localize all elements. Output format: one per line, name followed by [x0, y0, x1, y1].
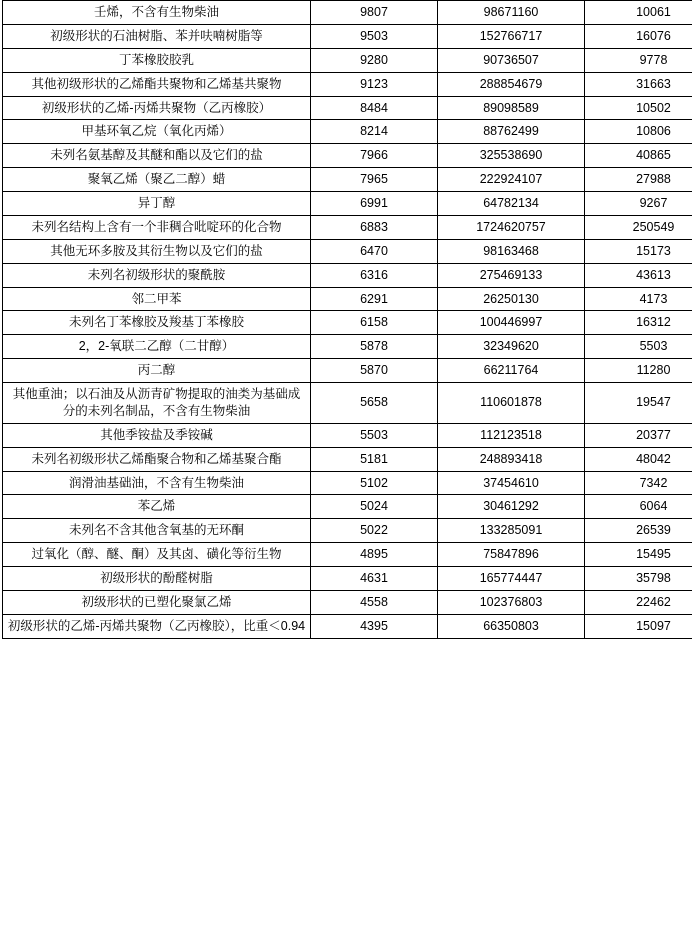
cell-tax: 26539 [585, 519, 692, 543]
table-row [3, 263, 692, 287]
cell-commodity-name: 未列名初级形状的聚酰胺 [3, 263, 311, 287]
commodity-data-table [2, 0, 692, 639]
cell-tax: 43613 [585, 263, 692, 287]
cell-commodity-name: 其他重油；以石油及从沥青矿物提取的油类为基础成分的未列名制品，不含有生物柴油 [3, 383, 311, 424]
table-row [3, 72, 692, 96]
cell-quantity: 5658 [311, 383, 438, 424]
cell-tax: 15173 [585, 239, 692, 263]
cell-tax: 15097 [585, 614, 692, 638]
cell-quantity: 8484 [311, 96, 438, 120]
cell-amount: 288854679 [438, 72, 585, 96]
table-row [3, 519, 692, 543]
cell-commodity-name: 甲基环氧乙烷（氧化丙烯） [3, 120, 311, 144]
cell-tax: 22462 [585, 590, 692, 614]
cell-quantity: 9123 [311, 72, 438, 96]
cell-amount: 112123518 [438, 423, 585, 447]
table-row [3, 144, 692, 168]
cell-quantity: 5022 [311, 519, 438, 543]
table-row [3, 287, 692, 311]
table-row [3, 96, 692, 120]
cell-tax: 31663 [585, 72, 692, 96]
cell-quantity: 9807 [311, 1, 438, 25]
table-row [3, 495, 692, 519]
cell-amount: 100446997 [438, 311, 585, 335]
cell-quantity: 6470 [311, 239, 438, 263]
table-row [3, 471, 692, 495]
table-row [3, 48, 692, 72]
table-row [3, 590, 692, 614]
cell-quantity: 5024 [311, 495, 438, 519]
cell-tax: 5503 [585, 335, 692, 359]
cell-amount: 152766717 [438, 24, 585, 48]
table-row [3, 192, 692, 216]
cell-tax: 15495 [585, 543, 692, 567]
cell-tax: 6064 [585, 495, 692, 519]
cell-quantity: 5102 [311, 471, 438, 495]
table-body [3, 1, 692, 639]
cell-quantity: 5503 [311, 423, 438, 447]
cell-tax: 27988 [585, 168, 692, 192]
table-row [3, 311, 692, 335]
cell-amount: 222924107 [438, 168, 585, 192]
cell-amount: 88762499 [438, 120, 585, 144]
cell-tax: 9267 [585, 192, 692, 216]
cell-amount: 98163468 [438, 239, 585, 263]
table-row [3, 447, 692, 471]
table-row [3, 120, 692, 144]
cell-amount: 37454610 [438, 471, 585, 495]
cell-commodity-name: 未列名氨基醇及其醚和酯以及它们的盐 [3, 144, 311, 168]
cell-amount: 75847896 [438, 543, 585, 567]
cell-commodity-name: 其他季铵盐及季铵碱 [3, 423, 311, 447]
cell-commodity-name: 未列名不含其他含氧基的无环酮 [3, 519, 311, 543]
table-row [3, 335, 692, 359]
table-row [3, 215, 692, 239]
cell-amount: 64782134 [438, 192, 585, 216]
cell-amount: 110601878 [438, 383, 585, 424]
cell-commodity-name: 未列名结构上含有一个非稠合吡啶环的化合物 [3, 215, 311, 239]
cell-tax: 250549 [585, 215, 692, 239]
cell-tax: 9778 [585, 48, 692, 72]
cell-amount: 133285091 [438, 519, 585, 543]
cell-commodity-name: 初级形状的石油树脂、苯并呋喃树脂等 [3, 24, 311, 48]
cell-tax: 16076 [585, 24, 692, 48]
cell-amount: 30461292 [438, 495, 585, 519]
cell-commodity-name: 异丁醇 [3, 192, 311, 216]
cell-tax: 20377 [585, 423, 692, 447]
cell-quantity: 6291 [311, 287, 438, 311]
cell-commodity-name: 聚氧乙烯（聚乙二醇）蜡 [3, 168, 311, 192]
cell-quantity: 4895 [311, 543, 438, 567]
cell-amount: 248893418 [438, 447, 585, 471]
cell-commodity-name: 过氧化（醇、醚、酮）及其卤、磺化等衍生物 [3, 543, 311, 567]
cell-tax: 10806 [585, 120, 692, 144]
cell-quantity: 5870 [311, 359, 438, 383]
cell-commodity-name: 丁苯橡胶胶乳 [3, 48, 311, 72]
table-row [3, 614, 692, 638]
table-row [3, 24, 692, 48]
cell-tax: 40865 [585, 144, 692, 168]
cell-amount: 66350803 [438, 614, 585, 638]
cell-quantity: 7966 [311, 144, 438, 168]
cell-tax: 35798 [585, 567, 692, 591]
cell-quantity: 4395 [311, 614, 438, 638]
table-row [3, 543, 692, 567]
cell-commodity-name: 初级形状的乙烯-丙烯共聚物（乙丙橡胶），比重＜0.94 [3, 614, 311, 638]
cell-tax: 10502 [585, 96, 692, 120]
cell-commodity-name: 初级形状的乙烯-丙烯共聚物（乙丙橡胶） [3, 96, 311, 120]
cell-quantity: 9503 [311, 24, 438, 48]
cell-commodity-name: 未列名初级形状乙烯酯聚合物和乙烯基聚合酯 [3, 447, 311, 471]
cell-amount: 66211764 [438, 359, 585, 383]
cell-amount: 1724620757 [438, 215, 585, 239]
cell-amount: 325538690 [438, 144, 585, 168]
cell-commodity-name: 未列名丁苯橡胶及羧基丁苯橡胶 [3, 311, 311, 335]
cell-commodity-name: 壬烯，不含有生物柴油 [3, 1, 311, 25]
cell-amount: 275469133 [438, 263, 585, 287]
cell-commodity-name: 润滑油基础油，不含有生物柴油 [3, 471, 311, 495]
cell-tax: 48042 [585, 447, 692, 471]
cell-tax: 19547 [585, 383, 692, 424]
table-row [3, 1, 692, 25]
cell-amount: 26250130 [438, 287, 585, 311]
cell-commodity-name: 其他初级形状的乙烯酯共聚物和乙烯基共聚物 [3, 72, 311, 96]
table-row [3, 168, 692, 192]
table-row [3, 359, 692, 383]
cell-amount: 102376803 [438, 590, 585, 614]
cell-amount: 165774447 [438, 567, 585, 591]
cell-commodity-name: 邻二甲苯 [3, 287, 311, 311]
cell-tax: 10061 [585, 1, 692, 25]
cell-tax: 11280 [585, 359, 692, 383]
cell-quantity: 9280 [311, 48, 438, 72]
table-row [3, 423, 692, 447]
cell-commodity-name: 其他无环多胺及其衍生物以及它们的盐 [3, 239, 311, 263]
cell-quantity: 6991 [311, 192, 438, 216]
cell-commodity-name: 2，2-氧联二乙醇（二甘醇） [3, 335, 311, 359]
cell-quantity: 6158 [311, 311, 438, 335]
cell-commodity-name: 丙二醇 [3, 359, 311, 383]
cell-amount: 98671160 [438, 1, 585, 25]
cell-quantity: 6883 [311, 215, 438, 239]
cell-tax: 7342 [585, 471, 692, 495]
cell-quantity: 7965 [311, 168, 438, 192]
cell-quantity: 6316 [311, 263, 438, 287]
cell-quantity: 5878 [311, 335, 438, 359]
table-row [3, 239, 692, 263]
table-row [3, 567, 692, 591]
cell-amount: 89098589 [438, 96, 585, 120]
cell-quantity: 5181 [311, 447, 438, 471]
cell-commodity-name: 初级形状的酚醛树脂 [3, 567, 311, 591]
cell-quantity: 8214 [311, 120, 438, 144]
cell-amount: 90736507 [438, 48, 585, 72]
cell-tax: 4173 [585, 287, 692, 311]
cell-quantity: 4558 [311, 590, 438, 614]
cell-tax: 16312 [585, 311, 692, 335]
cell-commodity-name: 苯乙烯 [3, 495, 311, 519]
table-row [3, 383, 692, 424]
cell-quantity: 4631 [311, 567, 438, 591]
cell-commodity-name: 初级形状的已塑化聚氯乙烯 [3, 590, 311, 614]
cell-amount: 32349620 [438, 335, 585, 359]
